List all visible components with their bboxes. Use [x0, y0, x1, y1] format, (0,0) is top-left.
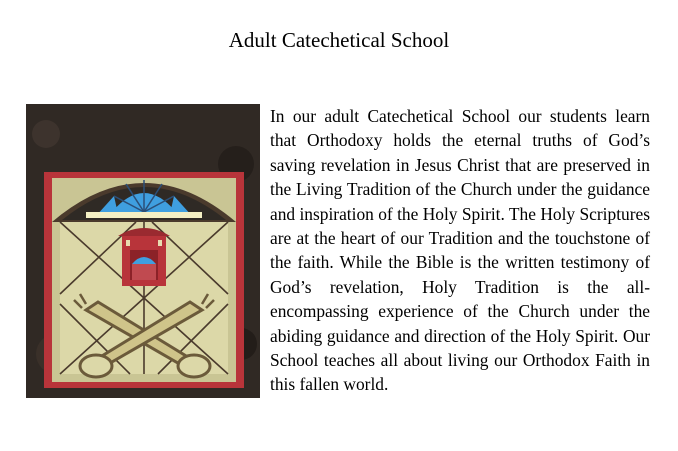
- page-title: Adult Catechetical School: [228, 28, 450, 52]
- body-paragraph: In our adult Catechetical School our students learn that Orthodoxy holds the eternal truths of God’s saving revelation in Jesus Christ that are preserved in the Living Tradition of the Church under the guidance and inspiration of the Holy Spirit. The Holy Scriptures are at the heart of our Tradition and the touchstone of the faith. While the Bible is the written testimony of God’s revelation, Holy Tradition is the all-encompassing experience of the Church under the abiding guidance and direction of the Holy Spirit. Our School teaches all about living our Orthodox Faith in this fallen world.: [270, 106, 650, 395]
- stained-glass-window-image: [26, 104, 260, 398]
- article-body: [26, 104, 650, 400]
